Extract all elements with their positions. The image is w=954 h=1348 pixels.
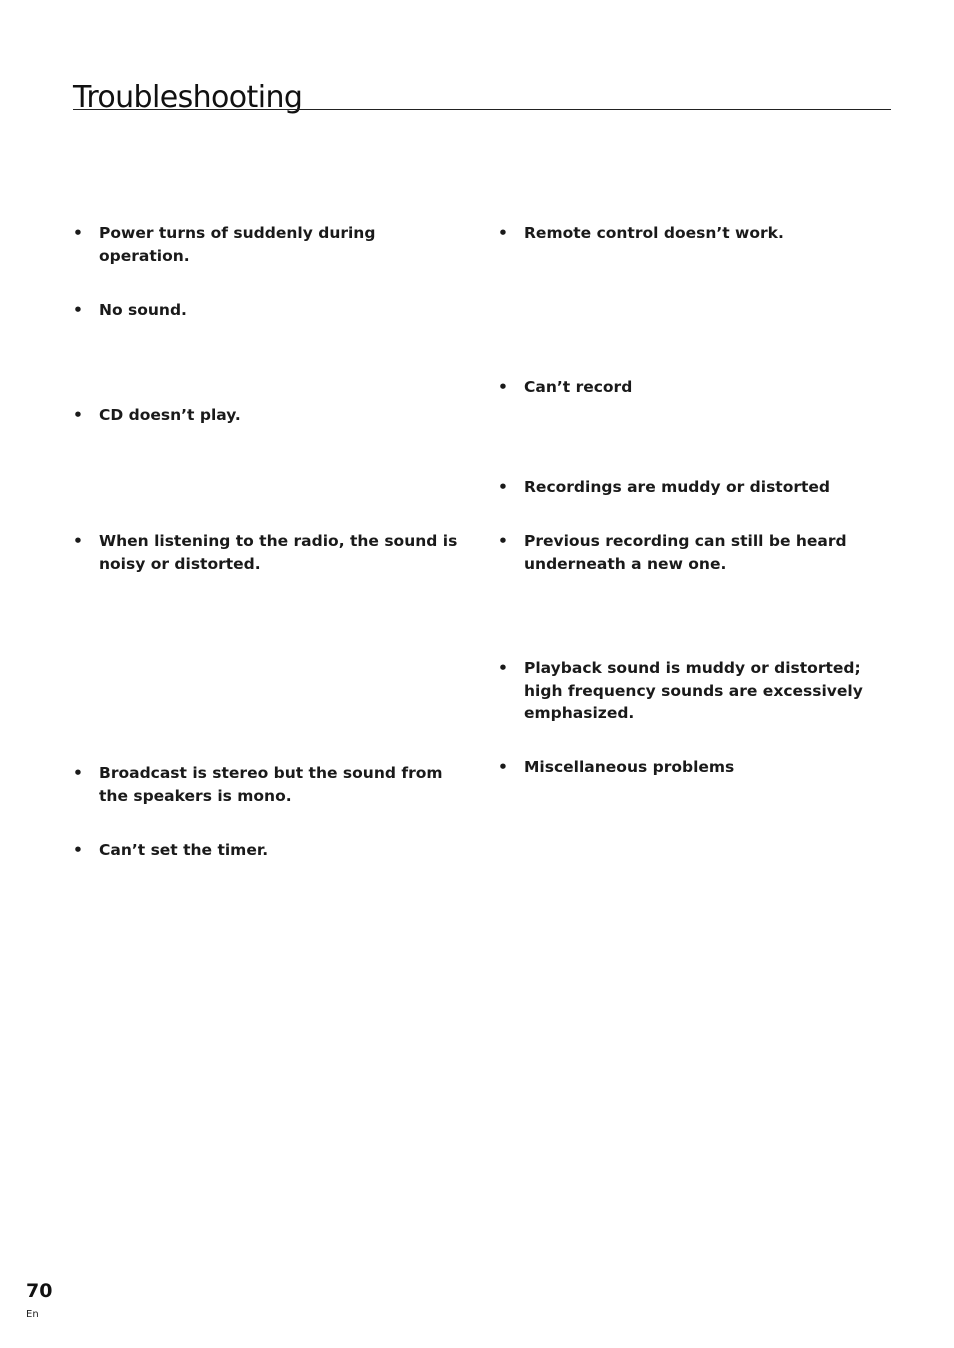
- bullet: •: [73, 301, 83, 319]
- bullet: •: [73, 224, 83, 242]
- bullet: •: [73, 532, 83, 550]
- item-text: Remote control doesn’t work.: [524, 224, 784, 242]
- item-text: Playback sound is muddy or distorted; high frequency sounds are excessively emphasized.: [524, 659, 863, 722]
- bullet: •: [73, 764, 83, 782]
- item-text: Miscellaneous problems: [524, 758, 735, 776]
- item-text: Can’t record: [524, 378, 633, 396]
- item-text: Can’t set the timer.: [99, 841, 269, 859]
- bullet: •: [498, 659, 508, 677]
- page-title: Troubleshooting: [73, 80, 303, 115]
- item-text: CD doesn’t play.: [99, 406, 241, 424]
- title-rule: [73, 109, 891, 110]
- bullet: •: [498, 758, 508, 776]
- item-text: Previous recording can still be heard underneath a new one.: [524, 532, 847, 573]
- item-text: Power turns of suddenly during operation.: [99, 224, 376, 265]
- bullet: •: [498, 224, 508, 242]
- bullet: •: [498, 378, 508, 396]
- item-text: Broadcast is stereo but the sound from the speakers is mono.: [99, 764, 443, 805]
- item-text: Recordings are muddy or distorted: [524, 478, 831, 496]
- page-number: 70: [26, 1280, 53, 1302]
- item-text: When listening to the radio, the sound is noisy or distorted.: [99, 532, 458, 573]
- item-text: No sound.: [99, 301, 187, 319]
- page-language: En: [26, 1309, 39, 1320]
- bullet: •: [498, 532, 508, 550]
- bullet: •: [73, 841, 83, 859]
- bullet: •: [73, 406, 83, 424]
- bullet: •: [498, 478, 508, 496]
